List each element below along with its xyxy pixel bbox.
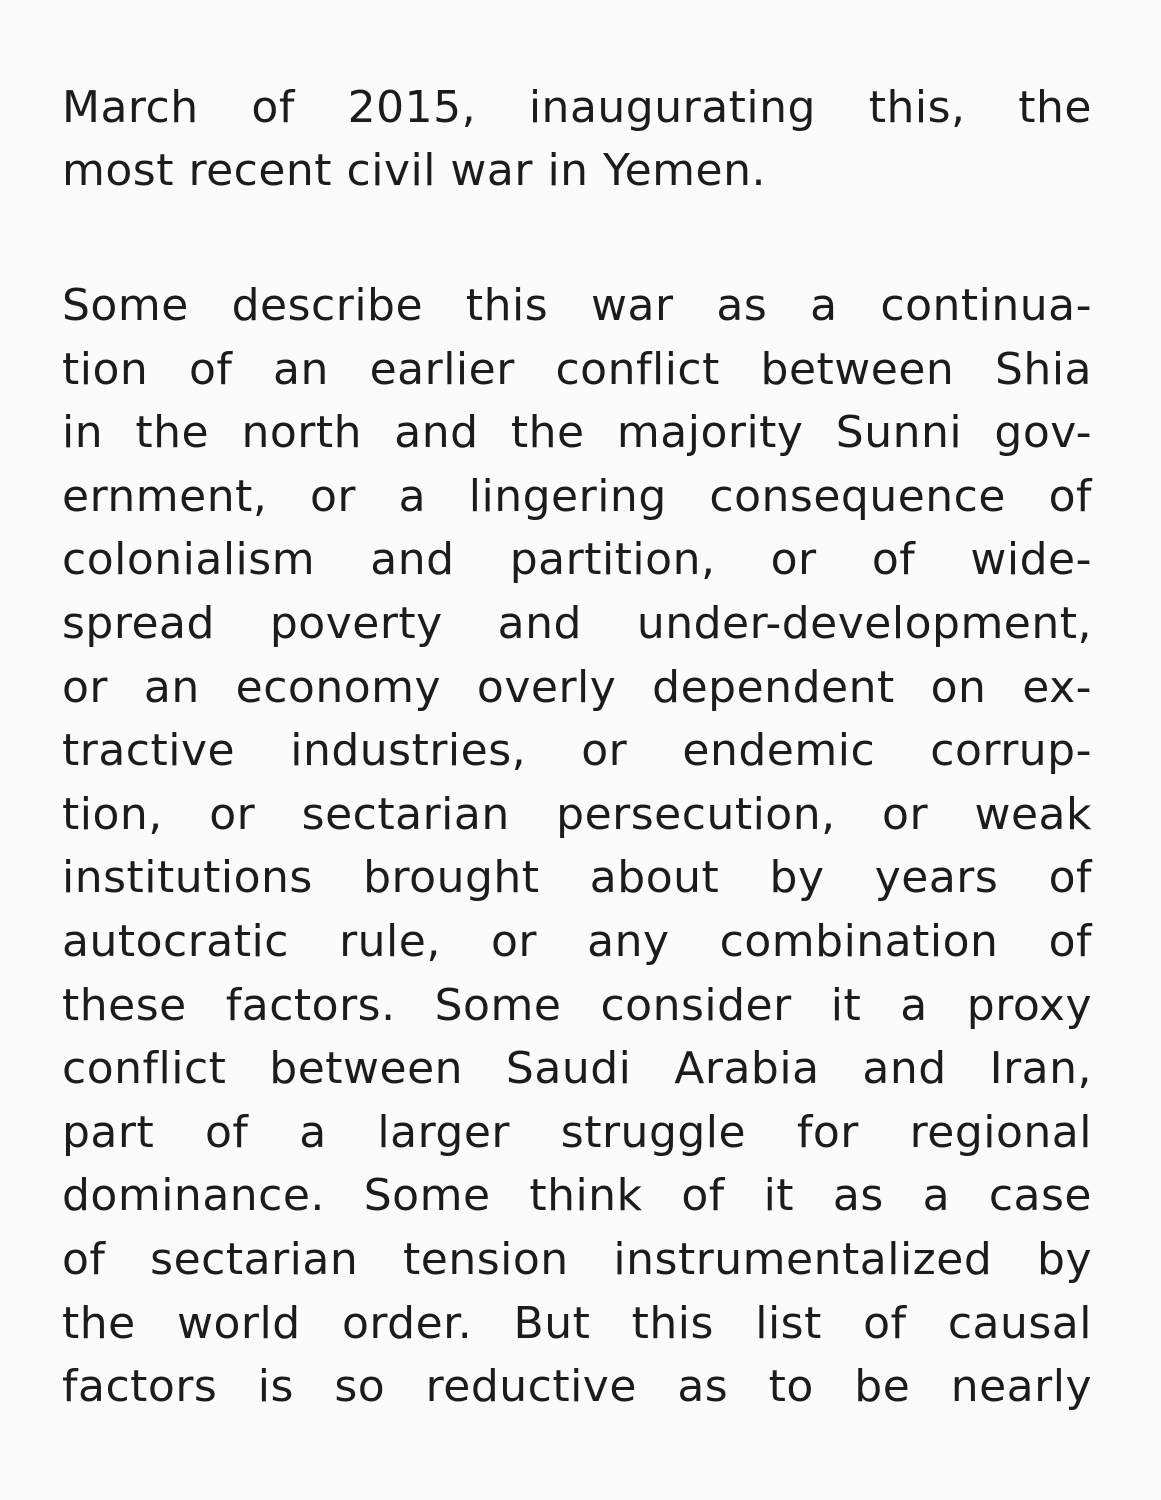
text-line: factors is so reductive as to be nearly xyxy=(62,1361,1092,1413)
text-line: of sectarian tension instrumentalized by xyxy=(62,1233,1092,1285)
text-line: ernment, or a lingering consequence of xyxy=(62,470,1092,522)
text-line: conflict between Saudi Arabia and Iran, xyxy=(62,1043,1092,1095)
text-line: autocratic rule, or any combination of xyxy=(62,915,1092,967)
text-line: Some describe this war as a continua- xyxy=(62,280,1092,331)
text-line: spread poverty and under-development, xyxy=(62,597,1092,649)
text-line: dominance. Some think of it as a case xyxy=(62,1170,1092,1222)
paragraph-causes xyxy=(62,274,1092,1419)
text-line: part of a larger struggle for regional xyxy=(62,1106,1092,1158)
text-line: most recent civil war in Yemen. xyxy=(62,145,766,196)
text-line: tion of an earlier conflict between Shia xyxy=(62,343,1092,395)
text-line: in the north and the majority Sunni gov- xyxy=(62,407,1092,459)
text-line: institutions brought about by years of xyxy=(62,852,1092,904)
text-line: these factors. Some consider it a proxy xyxy=(62,979,1092,1031)
text-line: tion, or sectarian persecution, or weak xyxy=(62,788,1092,840)
text-line: tractive industries, or endemic corrup- xyxy=(62,725,1092,777)
text-line: March of 2015, inaugurating this, the xyxy=(62,82,1092,133)
paragraph-intro xyxy=(62,76,1092,202)
text-line: or an economy overly dependent on ex- xyxy=(62,661,1092,713)
text-line: colonialism and partition, or of wide- xyxy=(62,534,1092,586)
text-line: the world order. But this list of causal xyxy=(62,1297,1092,1349)
